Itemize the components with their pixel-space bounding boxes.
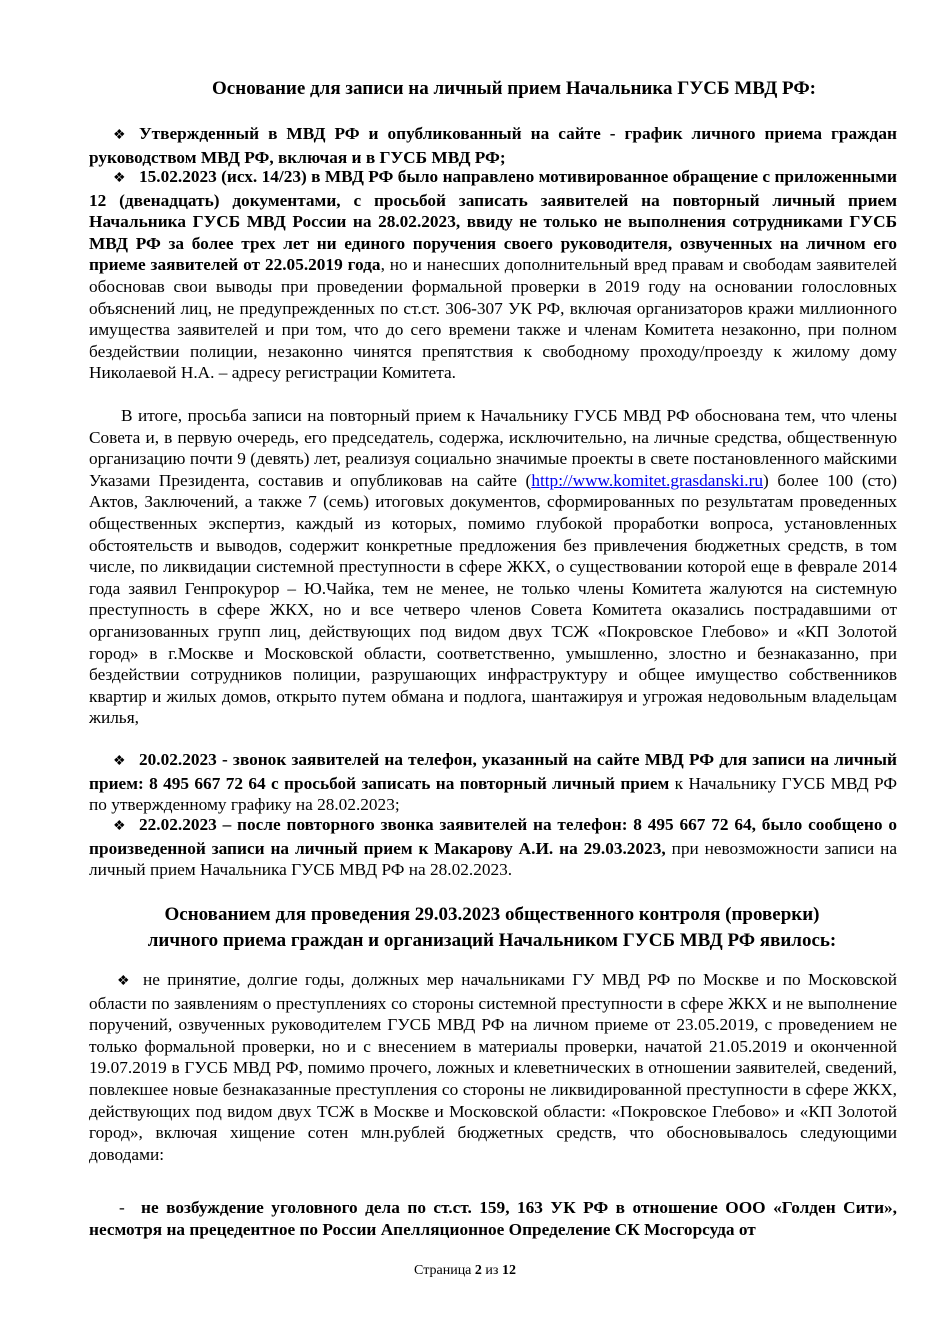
- bullet-icon: ❖: [113, 128, 126, 143]
- bullet-icon: ❖: [113, 754, 126, 769]
- dash-marker: -: [119, 1198, 125, 1217]
- footer-total-pages: 12: [501, 1263, 516, 1278]
- item-schedule: [89, 123, 897, 168]
- item-call-22-02-bold-text: 22.02.2023 – после повторного звонка заявителей на телефон: 8 495 667 72 64, было сообщено о произведенной записи на личный прием к Макарову А.И. на 29.03.2023,: [89, 815, 897, 858]
- item-no-criminal-case: [89, 1197, 897, 1240]
- heading-basis-line-1: Основанием для проведения 29.03.2023 общественного контроля (проверки): [164, 904, 820, 925]
- page-footer: [0, 1262, 930, 1280]
- item-failure-to-act-text: не принятие, долгие годы, должных мер начальниками ГУ МВД РФ по Москве и по Московской области по заявлениям о преступлениях со стороны системной преступности в сфере ЖКХ и не выполнение поручений, озвученных руководителем ГУСБ МВД РФ на личном приеме от 23.05.2019, с проведением не только формальной проверки, но и с внесением в материалы проверки, начатой 21.05.2019 и оконченной 19.07.2019 в ГУСБ МВД РФ, помимо прочего, ложных и клеветнических в отношении заявителей, сведений, повлекшее новые безнаказанные преступления со стороны не ликвидированной преступности в сфере ЖКХ, действующих под видом двух ТСЖ в Москве и Московской области: «Покровское Глебово» и «КП Золотой город», включая хищение сотен млн.рублей бюджетных средств, что обосновывалось следующими доводами:: [89, 970, 897, 1164]
- heading-basis-for-appointment: Основание для записи на личный прием Начальника ГУСБ МВД РФ:: [212, 78, 816, 99]
- paragraph-conclusion: [89, 405, 897, 729]
- heading-basis-line-2: личного приема граждан и организаций Начальником ГУСБ МВД РФ явилось:: [147, 930, 837, 951]
- item-appeal-15-02: [89, 166, 897, 384]
- footer-middle: из: [481, 1263, 502, 1278]
- item-call-20-02: [89, 749, 897, 816]
- footer-prefix: Страница: [414, 1263, 475, 1278]
- paragraph-conclusion-text-end: ) более 100 (сто) Актов, Заключений, а также 7 (семь) итоговых документов, сформированных по результатам проведенных общественных экспертиз, каждый из которых, помимо глубокой проработки вопроса, установленных обстоятельств и выводов, содержит конкретные предложения без привлечения бюджетных средств, в том числе, по ликвидации системной преступности в сфере ЖКХ, о существовании которой еще в феврале 2014 года заявил Генпрокурор – Ю.Чайка, тем не менее, не только члены Комитета жалуются на системную преступность в сфере ЖКХ, но и все четверо членов Совета Комитета оказались пострадавшими от организованных групп лиц, действующих под видом двух ТСЖ «Покровское Глебово» и «КП Золотой город» в г.Москве и Московской области, соответственно, умышленно, злостно и безнаказанно, при бездействии сотрудников полиции, разрушающих инфраструктуру и общее имущество собственников квартир и жилых домов, открыто путем обмана и подлога, шантажируя и угрожая недовольным владельцам жилья,: [89, 470, 898, 728]
- item-no-criminal-case-text: не возбуждение уголовного дела по ст.ст. 159, 163 УК РФ в отношение ООО «Голден Сити», несмотря на прецедентное по России Апелляционное Определение СК Мосгорсуда от: [89, 1198, 897, 1239]
- item-schedule-text: Утвержденный в МВД РФ и опубликованный на сайте - график личного приема граждан руководством МВД РФ, включая и в ГУСБ МВД РФ;: [89, 124, 897, 167]
- paragraph-conclusion-text-start: В итоге, просьба записи на повторный прием к Начальнику ГУСБ МВД РФ обоснована тем, что члены Совета и, в первую очередь, его председатель, содержа, исключительно, на личные средства, общественную организацию почти 9 (девять) лет, реализуя социально значимые проекты в свете постановленного майскими Указами Президента, составив и опубликовав на сайте (: [89, 406, 897, 490]
- item-appeal-bold-text: 15.02.2023 (исх. 14/23) в МВД РФ было направлено мотивированное обращение с приложенными 12 (двенадцать) документами, с просьбой записать заявителей на повторный личный прием Начальника ГУСБ МВД России на 28.02.2023, ввиду не только не выполнения сотрудниками ГУСБ МВД РФ за более трех лет ни единого поручения своего руководителя, озвученных на личном его приеме заявителей от 22.05.2019 года: [89, 167, 897, 275]
- committee-website-link[interactable]: http://www.komitet.grasdanski.ru: [531, 470, 763, 490]
- item-call-22-02-text: при невозможности записи на личный прием Начальника ГУСБ МВД РФ на 28.02.2023.: [89, 838, 898, 880]
- item-appeal-text: , но и нанесших дополнительный вред правам и свободам заявителей обосновав свои выводы при проведении формальной проверки в 2019 году на основании голословных объяснений лиц, не предупрежденных по ст.ст. 306-307 УК РФ, включая организаторов кражи миллионного имущества заявителей и при том, что до сего времени также и членам Комитета незаконно, при полном бездействии полиции, незаконно чинятся препятствия к свободному проходу/проезду к жилому дому Николаевой Н.А. – адресу регистрации Комитета.: [89, 255, 897, 383]
- item-call-20-02-text: к Начальнику ГУСБ МВД РФ по утвержденному графику на 28.02.2023;: [89, 773, 897, 815]
- footer-page-number: 2: [474, 1263, 482, 1278]
- bullet-icon: ❖: [113, 819, 126, 834]
- item-call-22-02: [89, 814, 897, 881]
- item-failure-to-act: [89, 969, 897, 1165]
- bullet-icon: ❖: [113, 171, 126, 186]
- bullet-icon: ❖: [117, 974, 130, 989]
- item-call-20-02-bold-text: 20.02.2023 - звонок заявителей на телефон, указанный на сайте МВД РФ для записи на личный прием: 8 495 667 72 64 с просьбой записать на повторный личный прием: [89, 750, 897, 793]
